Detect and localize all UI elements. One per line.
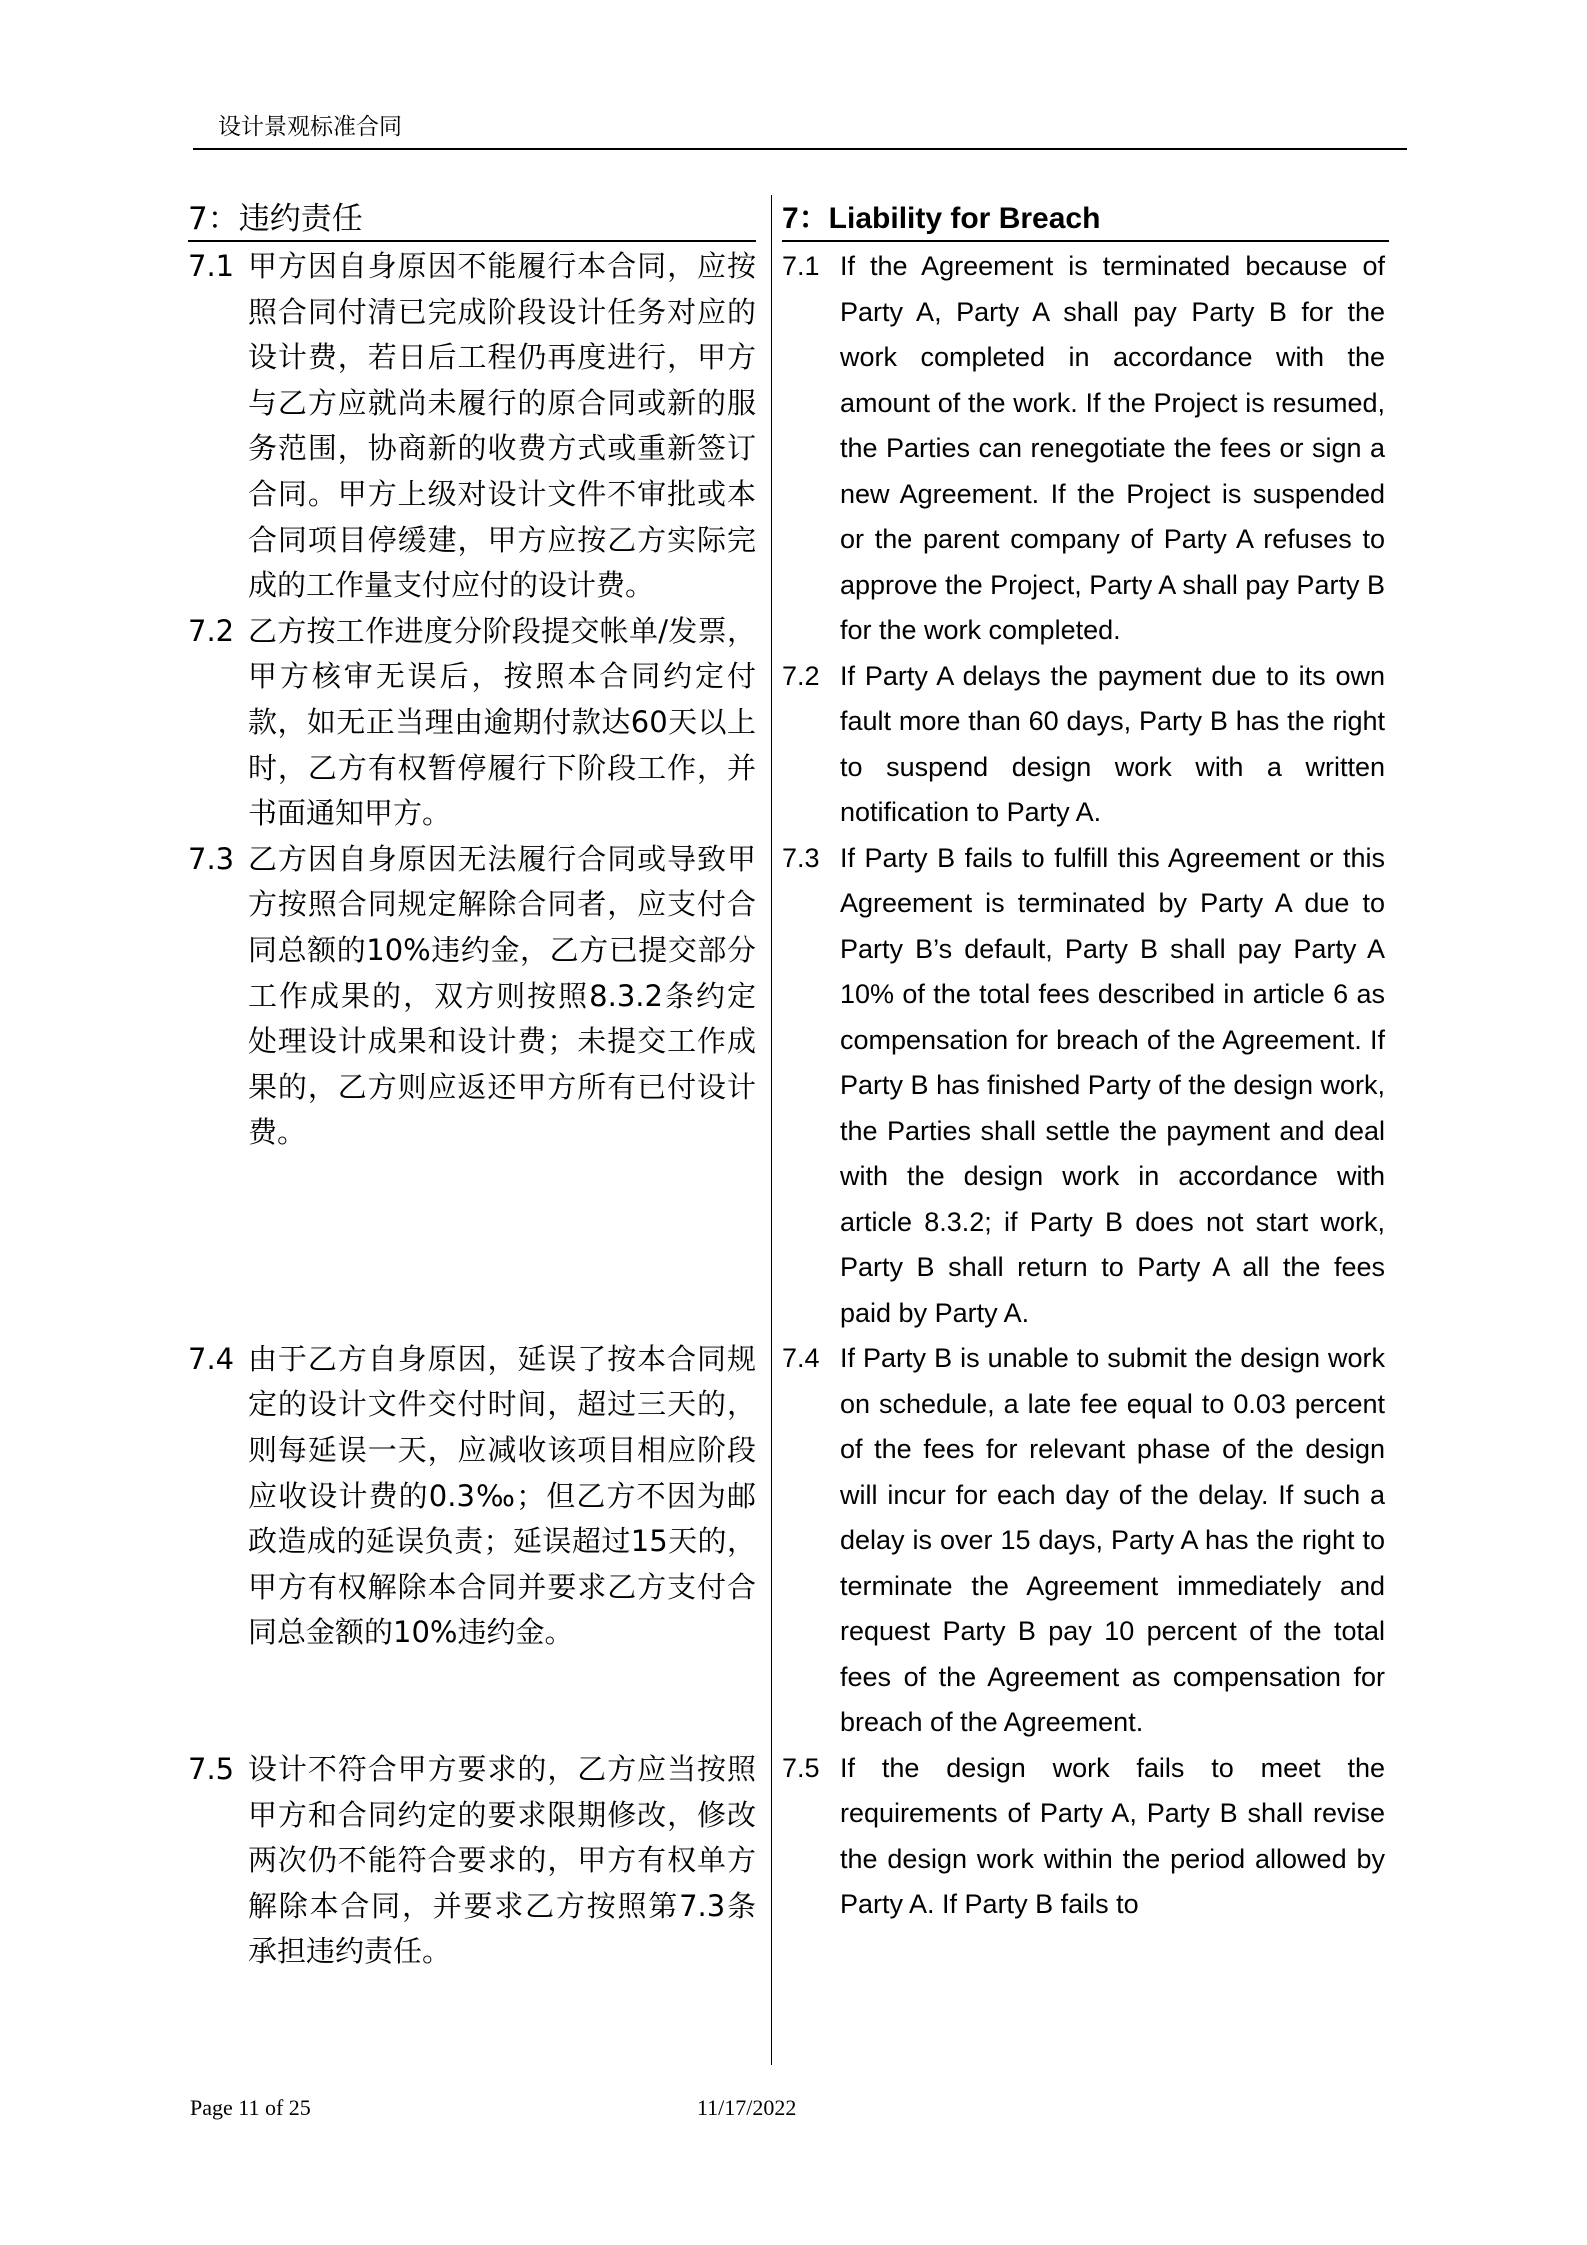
clause-number: 7.4 xyxy=(782,1343,820,1373)
header-rule xyxy=(193,148,1407,150)
clause-7-5-zh xyxy=(188,1747,756,1975)
clause-text: 甲方因自身原因不能履行本合同，应按照合同付清已完成阶段设计任务对应的设计费，若日后工程仍再度进行，甲方与乙方应就尚未履行的原合同或新的服务范围，协商新的收费方式或重新签订合同。甲方上级对设计文件不审批或本合同项目停缓建，甲方应按乙方实际完成的工作量支付应付的设计费。 xyxy=(248,249,756,603)
clause-7-3-zh xyxy=(188,837,756,1156)
clause-7-5-en xyxy=(782,1746,1385,1928)
clause-7-2-zh xyxy=(188,609,756,837)
clause-number: 7.2 xyxy=(782,660,820,691)
clause-text: 乙方因自身原因无法履行合同或导致甲方按照合同规定解除合同者，应支付合同总额的10%违约金，乙方已提交部分工作成果的，双方则按照8.3.2条约定处理设计成果和设计费；未提交工作成果的，乙方则应返还甲方所有已付设计费。 xyxy=(248,841,756,1150)
clause-number: 7.1 xyxy=(188,249,235,283)
clause-7-4-en xyxy=(782,1336,1385,1746)
clause-number: 7.3 xyxy=(782,842,820,873)
chinese-column xyxy=(188,200,756,1975)
page-header-title: 设计景观标准合同 xyxy=(218,114,402,140)
clause-text: 由于乙方自身原因，延误了按本合同规定的设计文件交付时间，超过三天的，则每延误一天，应减收该项目相应阶段应收设计费的0.3‰；但乙方不因为邮政造成的延误负责；延误超过15天的，甲方有权解除本合同并要求乙方支付合同总金额的10%违约金。 xyxy=(248,1341,756,1650)
clause-text: 乙方按工作进度分阶段提交帐单/发票，甲方核审无误后，按照本合同约定付款，如无正当理由逾期付款达60天以上时，乙方有权暂停履行下阶段工作，并书面通知甲方。 xyxy=(248,613,756,831)
clause-text: If Party A delays the payment due to its own fault more than 60 days, Party B has the right to suspend design work with a written notification to Party A. xyxy=(840,660,1385,827)
footer-date: 11/17/2022 xyxy=(697,2095,797,2120)
clause-text: If Party B is unable to submit the design work on schedule, a late fee equal to 0.03 percent of the fees for relevant phase of the design will incur for each day of the delay. If such a delay is over 15 days, Party A has the right to terminate the Agreement immediately and request Party B pay 10 percent of the total fees of the Agreement as compensation for breach of the Agreement. xyxy=(840,1343,1385,1737)
clause-number: 7.5 xyxy=(188,1752,235,1787)
clause-text: 设计不符合甲方要求的，乙方应当按照甲方和合同约定的要求限期修改，修改两次仍不能符合要求的，甲方有权单方解除本合同，并要求乙方按照第7.3条承担违约责任。 xyxy=(248,1752,756,1969)
clause-7-1-en xyxy=(782,244,1385,654)
clause-text: If the design work fails to meet the requirements of Party A, Party B shall revise the design work within the period allowed by Party A. If Party B fails to xyxy=(840,1752,1385,1919)
clause-text: If Party B fails to fulfill this Agreement or this Agreement is terminated by Party A due to Party B’s default, Party B shall pay Party A 10% of the total fees described in article 6 as compensation for breach of the Agreement. If Party B has finished Party of the design work, the Parties shall settle the payment and deal with the design work in accordance with article 8.3.2; if Party B does not start work, Party B shall return to Party A all the fees paid by Party A. xyxy=(840,842,1385,1328)
clause-number: 7.3 xyxy=(188,841,235,876)
footer-page-number: Page 11 of 25 xyxy=(190,2095,311,2120)
section-title-zh: 7：违约责任 xyxy=(188,200,756,242)
clause-number: 7.1 xyxy=(782,251,820,281)
english-column xyxy=(782,200,1385,1928)
clause-7-1-zh xyxy=(188,244,756,609)
clause-7-3-en xyxy=(782,836,1385,1337)
clause-number: 7.5 xyxy=(782,1752,820,1783)
clause-number: 7.2 xyxy=(188,613,235,648)
clause-7-4-zh xyxy=(188,1337,756,1656)
section-title-en: 7：Liability for Breach xyxy=(782,200,1389,242)
clause-text: If the Agreement is terminated because of Party A, Party A shall pay Party B for the work completed in accordance with the amount of the work. If the Project is resumed, the Parties can renegotiate the fees or sign a new Agreement. If the Project is suspended or the parent company of Party A refuses to approve the Project, Party A shall pay Party B for the work completed. xyxy=(840,251,1385,645)
column-divider xyxy=(771,195,772,2065)
clause-7-2-en xyxy=(782,654,1385,836)
clause-number: 7.4 xyxy=(188,1341,235,1376)
